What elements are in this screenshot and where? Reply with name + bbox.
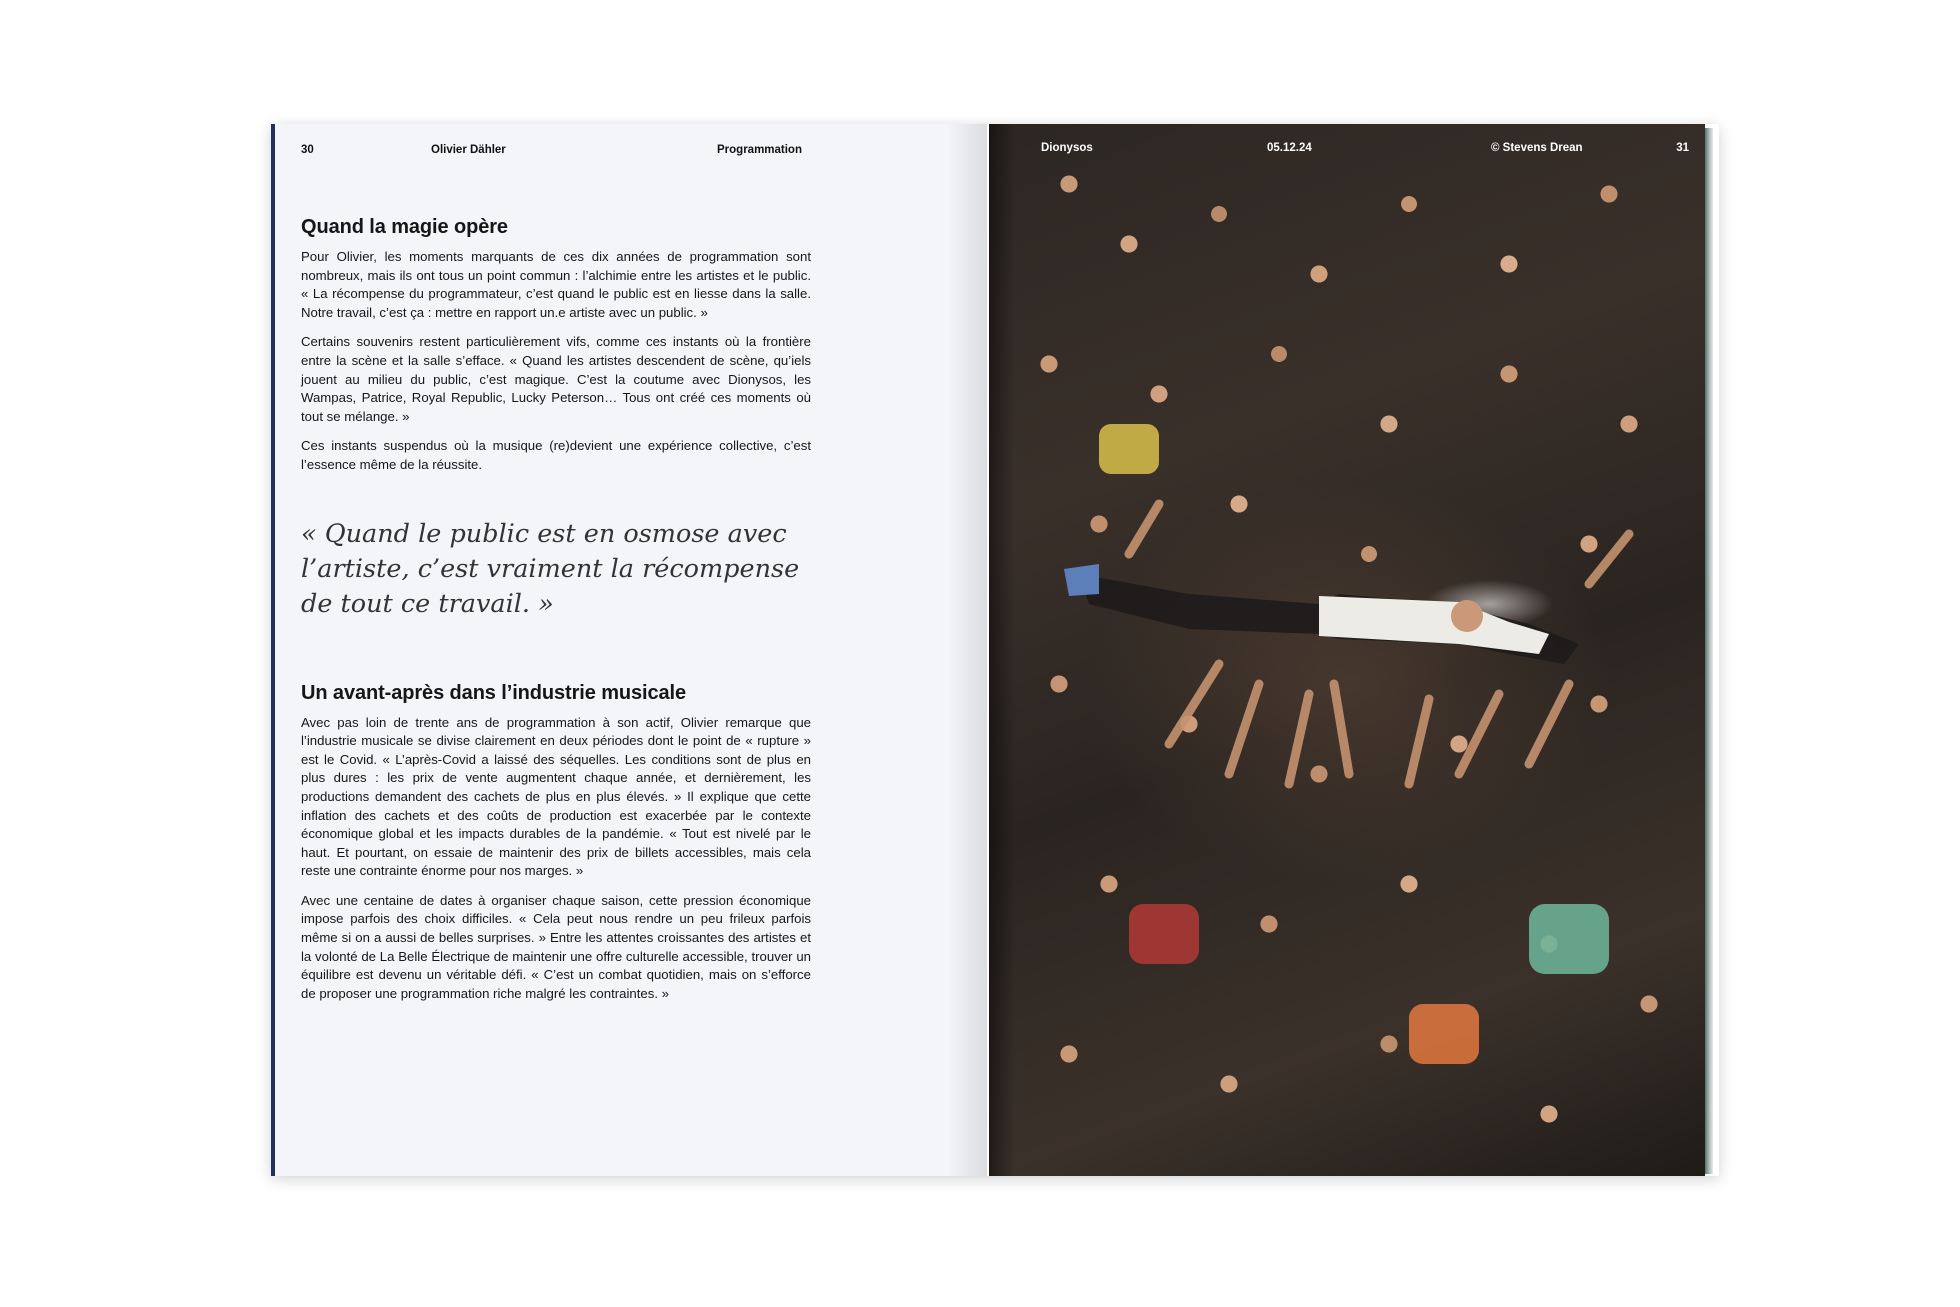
section-heading-magic: Quand la magie opère	[301, 216, 508, 238]
paragraph: Avec une centaine de dates à organiser chaque saison, cette pression économique impose parfois des choix difficiles. « Cela peut nous rendre un peu frileux parfois même si on a aussi de belles surprises. » Entre les attentes croissantes des artistes et la volonté de La Belle Électrique de maintenir une offre culturelle accessible, trouver un équilibre est devenu un véritable défi. « C’est un combat quotidien, mais on s’efforce de proposer une programmation riche malgré les contraintes. »	[301, 892, 811, 1001]
crowd-surfing-photo-icon	[989, 124, 1705, 1176]
section-heading-industry: Un avant-après dans l’industrie musicale	[301, 681, 687, 704]
left-running-header	[301, 144, 897, 164]
pull-quote: « Quand le public est en osmose avec l’artiste, c’est vraiment la récompense de tout ce travail. »	[301, 518, 800, 619]
left-page-number: 30	[301, 144, 314, 156]
paragraph: Ces instants suspendus où la musique (re)devient une expérience collective, c’est l’essence même de la réussite.	[301, 438, 811, 472]
photo-credit: © Stevens Drean	[1491, 142, 1583, 154]
paragraph: Certains souvenirs restent particulièrement vifs, comme ces instants où la frontière entre la scène et la salle s’efface. « Quand les artistes descendent de scène, qu’iels jouent au milieu du public, c’est magique. C’est la coutume avec Dionysos, les Wampas, Patrice, Royal Republic, Lucky Peterson… Tous ont créé ces moments où tout se mélange. »	[301, 334, 811, 424]
left-page	[271, 124, 987, 1176]
photo-subject: Dionysos	[1041, 142, 1093, 154]
article-body	[301, 216, 811, 1014]
paragraph: Pour Olivier, les moments marquants de ces dix années de programmation sont nombreux, mais ils ont tous un point commun : l’alchimie entre les artistes et le public. « La récompense du programmateur, c’est quand le public est en liesse dans la salle. Notre travail, c’est ça : mettre en rapport un.e artiste avec un public. »	[301, 249, 811, 320]
photo-date: 05.12.24	[1267, 142, 1312, 154]
header-author: Olivier Dähler	[431, 144, 506, 156]
magazine-spread	[271, 124, 1719, 1176]
right-page-photo	[989, 124, 1705, 1176]
page-edge	[1705, 128, 1713, 1174]
right-page-number: 31	[1676, 142, 1689, 154]
paragraph: Avec pas loin de trente ans de programmation à son actif, Olivier remarque que l’industrie musicale se divise clairement en deux périodes dont le point de « rupture » est le Covid. « L’après-Covid a laissé des séquelles. Les conditions sont de plus en plus dures : les prix de vente augmentent chaque année, et dernièrement, les productions demandent des cachets de plus en plus élevés. » Il explique que cette inflation des cachets et des coûts de production est exacerbée par le contexte économique global et les impacts durables de la pandémie. « Tout est nivelé par le haut. Et pourtant, on essaie de maintenir des prix de billets accessibles, mais cela reste une contrainte énorme pour nos marges. »	[301, 714, 811, 879]
header-section: Programmation	[717, 144, 802, 156]
right-running-header	[1041, 142, 1689, 162]
